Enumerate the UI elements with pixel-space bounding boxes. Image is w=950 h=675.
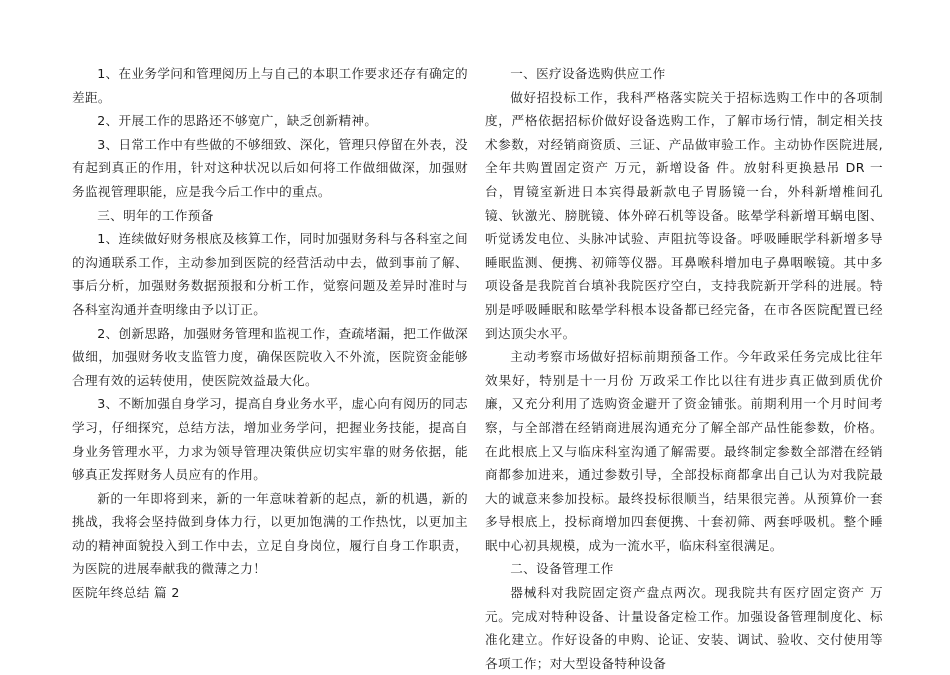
- section-heading: 三、明年的工作预备: [97, 207, 214, 223]
- paragraph: 3、日常工作中有些做的不够细致、深化，管理只停留在外表，没有起到真正的作用，针对这种状况以后如何将工作做细做深，加强财务监视管理职能，应是我今后工作中的重点。: [72, 136, 468, 199]
- paragraph: 1、在业务学问和管理阅历上与自己的本职工作要求还存有确定的差距。: [72, 66, 468, 105]
- article-title: 医院年终总结 篇 2: [72, 585, 180, 601]
- paragraph: 2、开展工作的思路还不够宽广，缺乏创新精神。: [97, 113, 378, 129]
- paragraph: 主动考察市场做好招标前期预备工作。今年政采任务完成比往年效果好，特别是十一月份 万政采工作比以往有进步真正做到质优价廉，又充分利用了选购资金避开了资金铺张。前期利用一个月时间考察，与全部潜在经销商进展沟通充分了解全部产品性能参数，价格。在此根底上又与临床科室沟通了解需要。最终制定参数全部潜在经销商都参加进来，通过参数引导，全部投标商都拿出自己认为对我院最大的诚意来参加投标。最终投标很顺当，结果很完善。从预算价一套多导根底上，投标商增加四套便携、十套初筛、两套呼吸机。整个睡眠中心初具规模，成为一流水平，临床科室很满足。: [485, 349, 883, 553]
- section-heading: 二、设备管理工作: [510, 561, 614, 577]
- paragraph: 做好招投标工作，我科严格落实院关于招标选购工作中的各项制度，严格依据招标价做好设备选购工作，了解市场行情，制定相关技术参数，对经销商资质、三证、产品做审验工作。主动协作医院进展,全年共购置固定资产 万元，新增设备 件。放射科更换悬吊 DR 一台，胃镜室新进日本宾得最新款电子胃肠镜一台，外科新增椎间孔镜、钬激光、膀胱镜、体外碎石机等设备。眩晕学科新增耳蜗电图、听觉诱发电位、头脉冲试验、声阻抗等设备。呼吸睡眠学科新增多导睡眠监测、便携、初筛等仪器。耳鼻喉科增加电子鼻咽喉镜。其中多项设备是我院首台填补我院医疗空白，支持我院新开学科的进展。特别是呼吸睡眠和眩晕学科根本设备都已经完备，在市各医院配置已经到达顶尖水平。: [485, 89, 883, 341]
- paragraph: 3、不断加强自身学习，提高自身业务水平，虚心向有阅历的同志学习，仔细探究，总结方法，增加业务学问，把握业务技能，提高自身业务管理水平，力求为领导管理决策供应切实牢靠的财务依据，能够真正发挥财务人员应有的作用。: [72, 396, 468, 483]
- paragraph: 1、连续做好财务根底及核算工作，同时加强财务科与各科室之间的沟通联系工作，主动参加到医院的经营活动中去，做到事前了解、事后分析，加强财务数据预报和分析工作，觉察问题及差异时准时与各科室沟通并查明缘由予以订正。: [72, 231, 468, 317]
- right-column: [485, 62, 883, 675]
- section-heading: 一、医疗设备选购供应工作: [510, 66, 666, 81]
- left-column: [72, 62, 468, 605]
- paragraph: 2、创新思路，加强财务管理和监视工作，查疏堵漏，把工作做深做细，加强财务收支监管力度，确保医院收入不外流，医院资金能够合理有效的运转使用，使医院效益最大化。: [72, 325, 468, 388]
- paragraph: 器械科对我院固定资产盘点两次。现我院共有医疗固定资产 万元。完成对特种设备、计量设备定检工作。加强设备管理制度化、标准化建立。作好设备的申购、论证、安装、调试、验收、交付使用等各项工作；对大型设备特种设备: [485, 585, 883, 671]
- paragraph: 新的一年即将到来，新的一年意味着新的起点，新的机遇，新的挑战，我将会坚持做到身体力行，以更加饱满的工作热忱，以更加主动的精神面貌投入到工作中去，立足自身岗位，履行自身工作职责，为医院的进展奉献我的微薄之力！: [72, 490, 468, 577]
